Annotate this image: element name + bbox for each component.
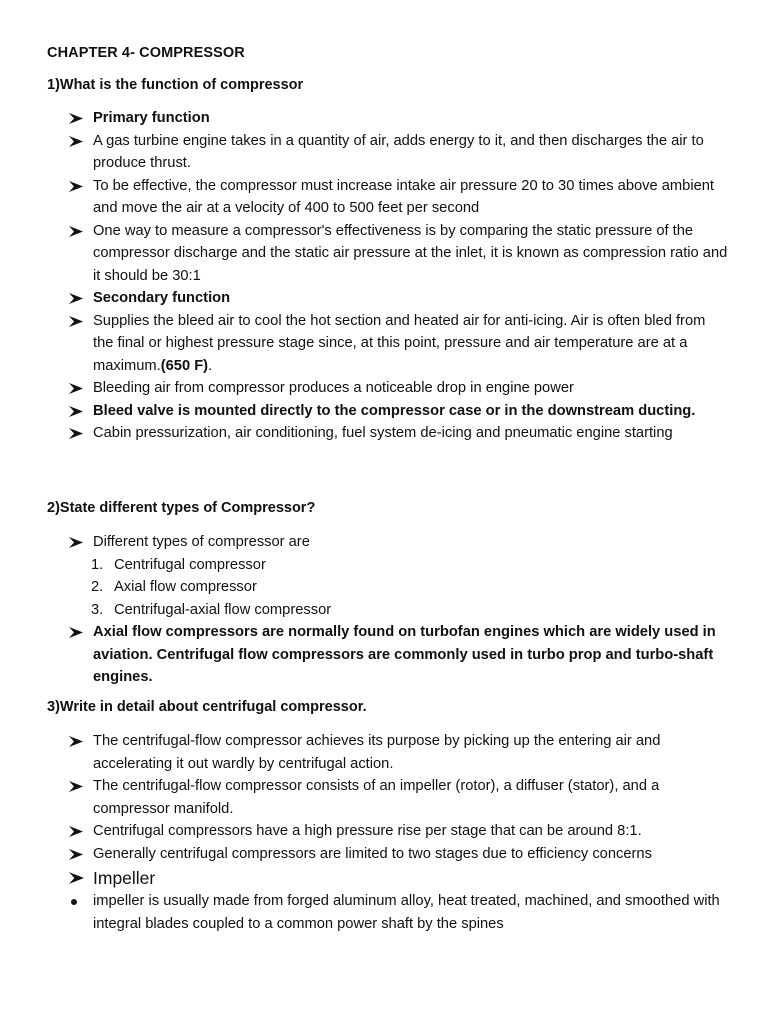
list-item: Primary function xyxy=(68,107,728,130)
list-item: The centrifugal-flow compressor consists of an impeller (rotor), a diffuser (stator), and a compressor manifold. xyxy=(68,775,728,820)
list-item: 3. Centrifugal-axial flow compressor xyxy=(91,601,332,618)
question-3-heading: 3)Write in detail about centrifugal compressor. xyxy=(47,699,367,715)
question-2-list xyxy=(68,531,728,689)
list-item: A gas turbine engine takes in a quantity of air, adds energy to it, and then discharges the air to produce thrust. xyxy=(68,130,728,175)
bullet-dot-icon xyxy=(71,899,77,905)
question-1-list xyxy=(68,107,728,445)
list-item: Different types of compressor are 1. Centrifugal compressor 2. Axial flow compressor 3. Centrifugal-axial flow compressor xyxy=(68,531,728,621)
list-item: To be effective, the compressor must increase intake air pressure 20 to 30 times above ambient and move the air at a velocity of 400 to 500 feet per second xyxy=(68,175,728,220)
list-item: Cabin pressurization, air conditioning, fuel system de-icing and pneumatic engine starting xyxy=(68,422,728,445)
question-1-heading: 1)What is the function of compressor xyxy=(47,77,304,93)
list-item: Bleed valve is mounted directly to the compressor case or in the downstream ducting. xyxy=(68,400,728,423)
list-item: One way to measure a compressor's effectiveness is by comparing the static pressure of the compressor discharge and the static air pressure at the inlet, it is known as compression ratio and it should be 30:1 xyxy=(68,220,728,288)
question-2-heading: 2)State different types of Compressor? xyxy=(47,500,316,516)
list-item: Centrifugal compressors have a high pressure rise per stage that can be around 8:1. xyxy=(68,820,728,843)
list-item: 2. Axial flow compressor xyxy=(91,579,257,595)
list-item: Supplies the bleed air to cool the hot section and heated air for anti-icing. Air is often bled from the final or highest pressure stage since, at this point, pressure and air temperature are at a maximum.(650 F). xyxy=(68,310,728,378)
list-item: 1. Centrifugal compressor xyxy=(91,556,266,573)
list-item: impeller is usually made from forged aluminum alloy, heat treated, machined, and smoothed with integral blades coupled to a common power shaft by the spines xyxy=(68,890,728,935)
compressor-types-list xyxy=(68,554,728,622)
impeller-heading: Impeller xyxy=(68,866,728,890)
list-item: Generally centrifugal compressors are limited to two stages due to efficiency concerns xyxy=(68,843,728,866)
question-3-list xyxy=(68,730,728,935)
list-item: The centrifugal-flow compressor achieves its purpose by picking up the entering air and accelerating it out wardly by centrifugal action. xyxy=(68,730,728,775)
list-item: Axial flow compressors are normally found on turbofan engines which are widely used in aviation. Centrifugal flow compressors are commonly used in turbo prop and turbo-shaft engines. xyxy=(68,621,728,689)
list-item: Bleeding air from compressor produces a noticeable drop in engine power xyxy=(68,377,728,400)
chapter-title: CHAPTER 4- COMPRESSOR xyxy=(47,45,245,61)
list-item: Secondary function xyxy=(68,287,728,310)
